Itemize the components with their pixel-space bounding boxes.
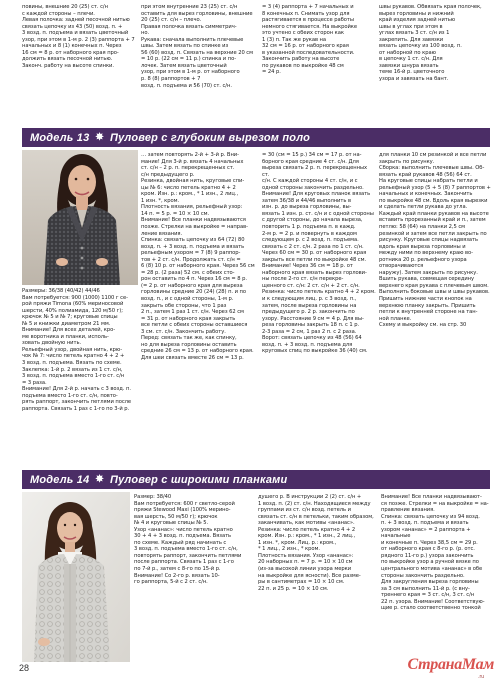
top-text-col3: = 3 (4) раппорта + 7 начальных и 8 конечных п. Снимать узор для растягивается в процессе работы немного стягивается. На выкройке это учтено с обеих сторон как 1 (3) п. Так же рукав на 32 см = 16 р. от наборного края в указанной последовательности. Закончить работу на высоте по рукавов по выкройке 48 см = 24 р. bbox=[262, 4, 357, 76]
model-13-col4: для планки 10 см резинкой и все петли закрыть по рисунку. Сборка: выполнить плечевые швы. Об- вязать край рукавов 48 (56) 64 ст. На круговые спицы набрать петли и рельефный узор (5 + 5 (8) 7 раппортов + начальных и конечных. Закончить по выкройке 48 см. Вдоль края вырезки и сделать петли рукава до угла. Каждый край планки рукавов на высоте вставить прорезанный край и п., затем петлю: 58 (64) на планки 2,5 см резинкой и затем все петли закрыть по рисунку. Круговые спицы надвязать вдоль края выреза горловины и между ними по верхнему краю во- ротника 20 р. рельефного узора отворачиваются наружу). Затем закрыть по рисунку. Вшить рукава, совмещая середину верхнего края рукава с плечевым швом. Выполнить боковые швы и швы рукавов. Пришить нижние части кнопок на верхнюю планку закрыть. Пришить петли к внутренней стороне на тан- ной планке. Схему и выкройку см. на стр. 30 bbox=[379, 152, 491, 329]
model-13-photo bbox=[22, 150, 138, 285]
watermark-suffix: .ru bbox=[478, 674, 484, 680]
model-13-title: Пуловер с глубоким вырезом поло bbox=[110, 131, 311, 144]
model-13-materials: Размеры: 36/38 (40/42) 44/46 Вам потребуется: 900 (1000) 1100 г се- рой пряжи Timona (60% мериносовой шерсти, 40% полиамида, 120 м/50 г); крючок № 5 и № 7; круговые спицы № 5 и книжки диаметром 21 мм. Внимание! Для всех деталей, кро- ме воротника и планки, исполь- зовать двойную нить. Рельефный узор, двойная нить, крю- чок № 7: число петель кратно 4 + 2 + 3 возд. п. подъема. Вязать по схеме. Заклепка: 1-й р. 2 вязать из 1 ст. с/н, 3 возд. п. подъема вместо 1-го ст. с/н = 3 раза. Внимание! Для 2-й р. начать с 3 возд. п. подъема вместо 1-го ст. с/н, повто- рять раппорт, закончить петлями после раппорта. Связать 1 раз с 1-го по 3-й р. bbox=[22, 288, 132, 412]
star-icon: ✸ bbox=[95, 132, 104, 143]
model-13-col3: = 30 (см = 15 р.) 34 см = 17 р. от на- борного края средние 4 ст. с/н. Для выреза связать 2 р. п. перекрещенных ст. с/н. С каждой стороны 4 ст. с/н, и с одной стороны закончить раздельно. Внимание! Для круговых планок вязать затем 36/38 и 44/46 выполнить в изн. р. до выреза горловины, вы- вязать 1 изн. р. ст. с/н и с одной стороны с другой стороны, до начала выреза, повторить 1 р. подъема п. в кажд. 2-м р. = 2 р. и повернуть в каждом следующем р. с 2 возд. п. подъема. связать с 2 ст. с/н. 2 раза по 1 ст. с/н. Через 60 см = 30 р. от наборного края закрыть все петли по выкройке 48 см. Внимание! Через 36 см = 18 р. от наборного края вязать вырез горлови- ны после 2-го ст. с/н перекре- щенного ст. с/н: 2 ст. с/н + 2 ст. с/н. Резинка: число петель кратно 4 + 2 кром. и к следующим лиц. р. с 3 возд. п., затем, после выреза горловины на предыдущего р. 2 р. закончить по узору. Расстояние 9 см = 4 р. Для вы- реза горловины закрыть 18 п. с 1 р. 2-3 раза = 2 см, 1 раз 2 п. с 2 раза. Ворот: связать цепочку из 48 (56) 64 возд. п. + 3 возд. п. подъема для круговых спиц по выкройке 36 (40) см. bbox=[262, 152, 376, 355]
model-14-number: Модель 14 bbox=[30, 473, 90, 486]
model-13-banner bbox=[22, 128, 490, 147]
woman-lace-pullover-illustration bbox=[22, 492, 130, 662]
model-14-photo bbox=[22, 492, 130, 662]
top-text-col1: повины, внешние 20 (25) ст. с/н с каждой стороны – плечи. Левая полочка: задней песочной нитью связать цепочку из 43 (50) возд. п. + 3 возд. п. подъема и вязать цветочный узор, при этом в 1-м р. 2 (3) раппорта + 7 начальных и 8 (1) конечных п. Через 16 см = 8 р. от наборного края про- должить вязать песочной нитью. Законч. работу на высоте спинки. bbox=[22, 4, 135, 69]
woman-sweater-illustration bbox=[22, 150, 138, 285]
top-text-col2: при этом внутренние 23 (25) ст. с/н оставить для вырез горловины, внешние 20 (25) ст. с/н – плечо. Правая полочка вязать симметрич- но. Рукава: сначала выполнить плечевые швы. Затем вязать по спинке из 56 (60) возд. п. Связать на верхние 20 см = 10 р. (22 см = 11 р.) спинка и по- лочек. Затем вязать цветочный узор, при этом в 1-м р. от наборного р. 8 (8) раппортов + 7 возд. п. подъема и 56 (70) ст. с/н. bbox=[141, 4, 253, 89]
model-14-col3: Внимание! Все планки надвязывают- ся позже. Стрелки = на выкройке = на- правление вязания. Спинка: связать цепочку из 94 возд. п. + 3 возд. п. подъема и вязать узором «ананас» = 2 раппорта + начальные и конечные п. Через 38,5 см = 29 р. от наборного края с 8-го р. (р. отс. рядного 11-го р.) узора закончить по выкройке узор а ручной вязке по центрального мотива «ананас» в обе стороны закончить раздельно. Для закругления выреза горловины за 3 см выполнить 11-й р. (с вну- треннего края = 3 ст. с/н, 3 ст. с/н 22 п. узора. Внимание! Соответствую- щие р. стало соответственно тонкой bbox=[381, 494, 489, 612]
top-text-col4: швы рукавов. Обвязать края полочек, вырез горловины и нижний край изделия задней нитью швы в углах при этом в углах вязать 3 ст. с/н из 1 закрепить. Для завязки вязать цепочку из 100 возд. п. от наборной по краю в цепочку 1 ст. с/н. Для завязки шнура вязать теме 16-й р. цветочного узора и завязать на бант. bbox=[379, 4, 482, 83]
model-13-col2: … затем повторять 2-й + 3-й р. Вни- мание! Для 3-й р. вязать 4 начальных ст. с/н – 2 р. п. перекрещенных ст. с/н предыдущего р. Резинка, двойная нить, круговые спи- цы № 6: число петель кратно 4 + 2 кром. Изн. р.: кром., * 1 изн., 2 лиц., 1 изн. *, кром. Плотность вязания, рельефный узор: 14 п. = 5 р. = 10 × 10 см. Внимание! Все планки надвязываются позже. Стрелки на выкройке = направ- ление вязания. Спинка: связать цепочку из 64 (72) 80 возд. п. + 3 возд. п. подъема и вязать рельефным узором = 7 (8) 9 раппор- тов + 2 ст. с/н. Продолжать ст. с/н = 6 (8) 10 р. от наборного края. Через 56 см = 28 р. (2 раза) 52 см. с обеих сто- рон оставить по 4 п. Через 16 см = 8 р. (= 2 р. от наборного края для выреза горловины средние 20 (24) (28) п. и по возд. п., и с одной стороны, 1-м р. закрыть обе стороны, что 1 раз 2 п., затем 1 раз 1 ст. с/н. Через 62 см = 31 р. от наборного края закрыть все петли с обеих стороны оставшиеся 3 см. ст. с/н. Закончить работу. Перед: связать так же, как спинку, но для выреза горловины оставить средние 26 см = 13 р. от наборного края. Для шеи связать вместе 26 см = 13 р. bbox=[141, 152, 255, 361]
model-14-banner bbox=[22, 470, 490, 489]
star-icon: ✸ bbox=[95, 474, 104, 485]
watermark-logo: СтранаМам bbox=[407, 656, 494, 673]
model-14-col2: душего р. В инструкции 2 (2) ст. с/н + 1 возд. п. (2) ст. с/н. Находящиеся между группами из ст. с/н возд. петель и связать ст. с/н в петельки, таким образом, заканчивать, как мотивы «ананас». Резинка: число петель кратно 4 + 2 кром. Изн. р.: кром., * 1 изн., 2 лиц., 1 изн. *, кром. Лиц. р.: кром., * 1 лиц., 2 изн., * кром. Плотность вязания. Узор «ананас»: 20 наборных п. = 7 р. = 10 × 10 см (из-за высокой линии узора мерки на выкройке для ясности). Все разме- ры в сантиметрах = 10 × 10 см. 22 п. и 25 р. = 10 × 10 см. bbox=[258, 494, 374, 592]
model-14-materials: Размер: 38/40 Вам потребуется: 600 г светло-серой пряжи Stewood Maxi (100% мерино- вая шерсть, 50 м/50 г); крючок № 4 и круговые спицы № 5. Узор «ананас»: число петель кратно 30 + 4 + 3 возд. п. подъема. Вязать по схеме. Каждый ряд начинать с 3 возд. п. подъема вместо 1-го ст. с/н, повторять раппорт, закончить петлями после раппорта. Связать 1 раз с 1-го по 7-й р., затем с 8-го по 15-й р. Внимание! Со 2-го р. вязать 10- го раппорта, 5-й с 2 ст. с/н. bbox=[134, 494, 242, 586]
model-13-number: Модель 13 bbox=[30, 131, 90, 144]
model-14-title: Пуловер с широкими планками bbox=[110, 473, 288, 486]
page-number: 28 bbox=[19, 663, 30, 673]
